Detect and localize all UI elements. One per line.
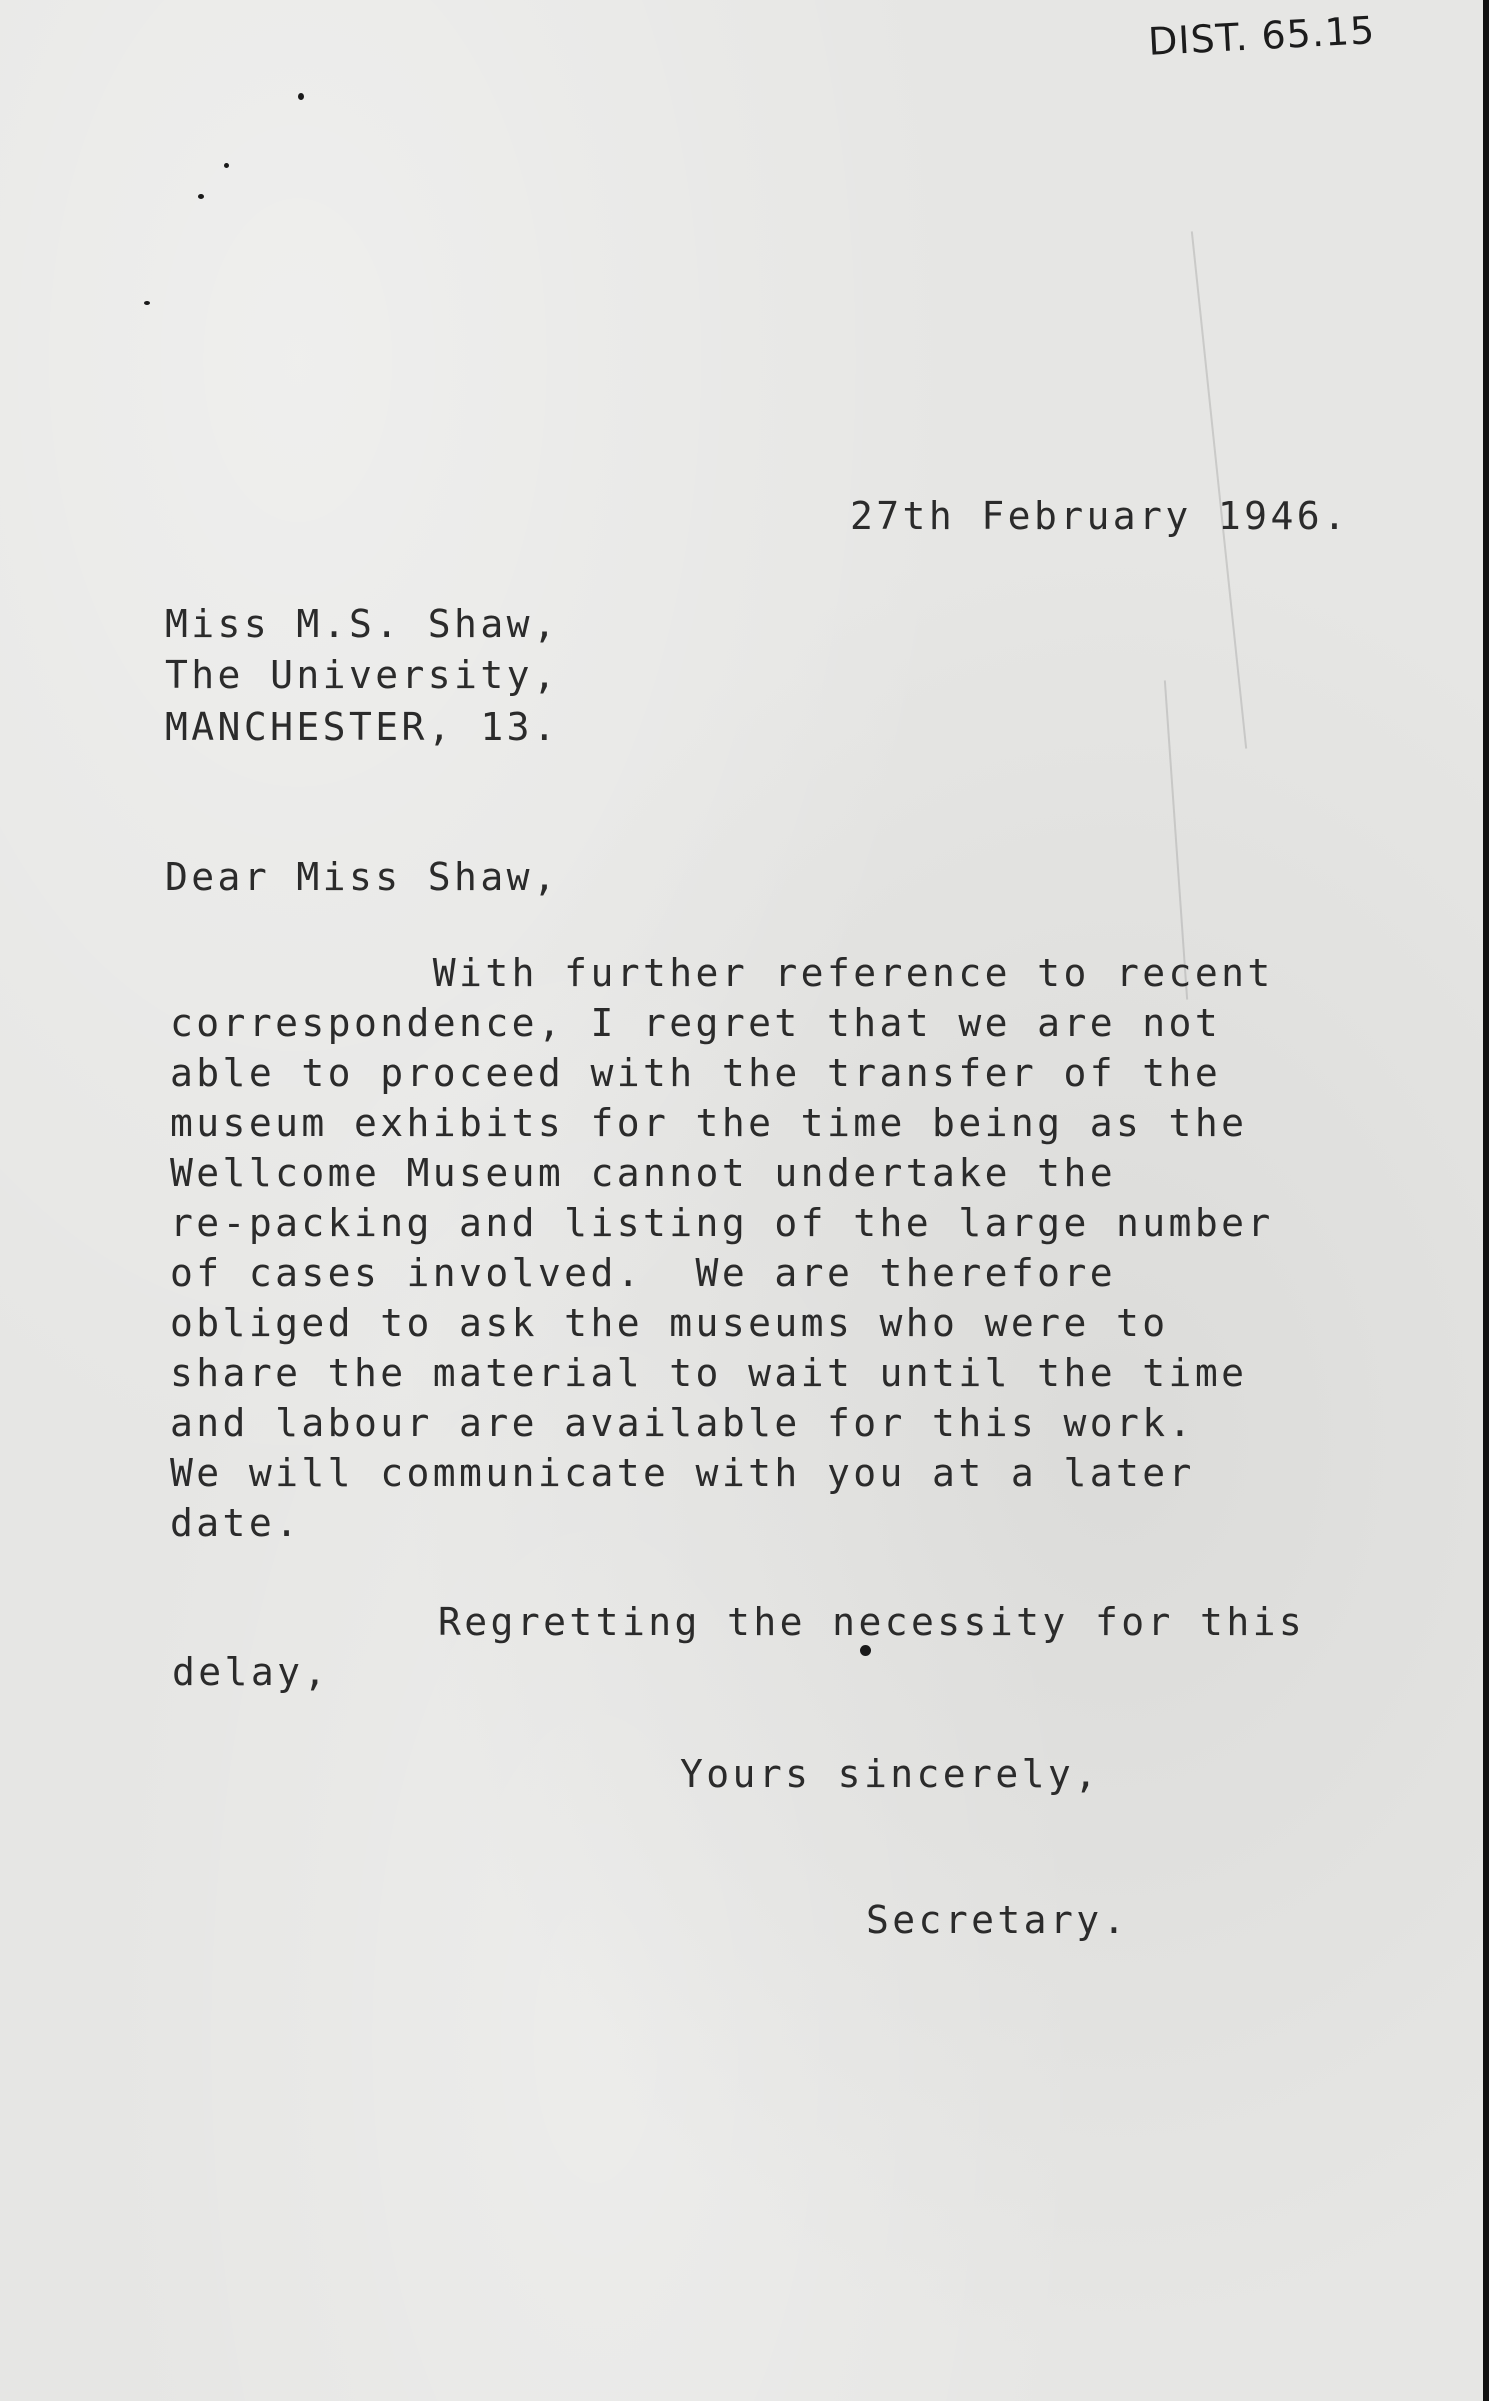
address-line: Miss M.S. Shaw, [165, 602, 560, 646]
ink-speck [224, 163, 229, 168]
salutation: Dear Miss Shaw, [165, 855, 560, 899]
body-line: With further reference to recent [170, 951, 1274, 995]
body-line: able to proceed with the transfer of the [170, 1051, 1222, 1095]
ink-speck [298, 93, 304, 100]
scan-edge [1483, 0, 1489, 2401]
body-line: obliged to ask the museums who were to [170, 1301, 1169, 1345]
body-line: date. [170, 1501, 302, 1545]
body-line: share the material to wait until the time [170, 1351, 1248, 1395]
address-line: The University, [165, 653, 560, 697]
body-line: and labour are available for this work. [170, 1401, 1195, 1445]
body-line: We will communicate with you at a later [170, 1451, 1195, 1495]
body-line: of cases involved. We are therefore [170, 1251, 1117, 1295]
ink-speck [860, 1645, 871, 1656]
letter-body [170, 948, 1274, 1548]
body-line: Wellcome Museum cannot undertake the [170, 1151, 1117, 1195]
body-line: re-packing and listing of the large number [170, 1201, 1274, 1245]
ink-speck [144, 301, 150, 305]
body-line: museum exhibits for the time being as the [170, 1101, 1248, 1145]
closing-paragraph-line: Regretting the necessity for this [438, 1600, 1306, 1644]
address-line: MANCHESTER, 13. [165, 705, 560, 749]
paper-crease [1191, 231, 1247, 748]
closing-paragraph-line: delay, [172, 1650, 330, 1694]
ink-speck [198, 194, 204, 199]
signature-title: Secretary. [866, 1898, 1129, 1942]
letter-date: 27th February 1946. [850, 494, 1350, 538]
body-line: correspondence, I regret that we are not [170, 1001, 1222, 1045]
reference-note: DIST. 65.15 [1147, 8, 1377, 64]
complimentary-close: Yours sincerely, [680, 1752, 1101, 1796]
